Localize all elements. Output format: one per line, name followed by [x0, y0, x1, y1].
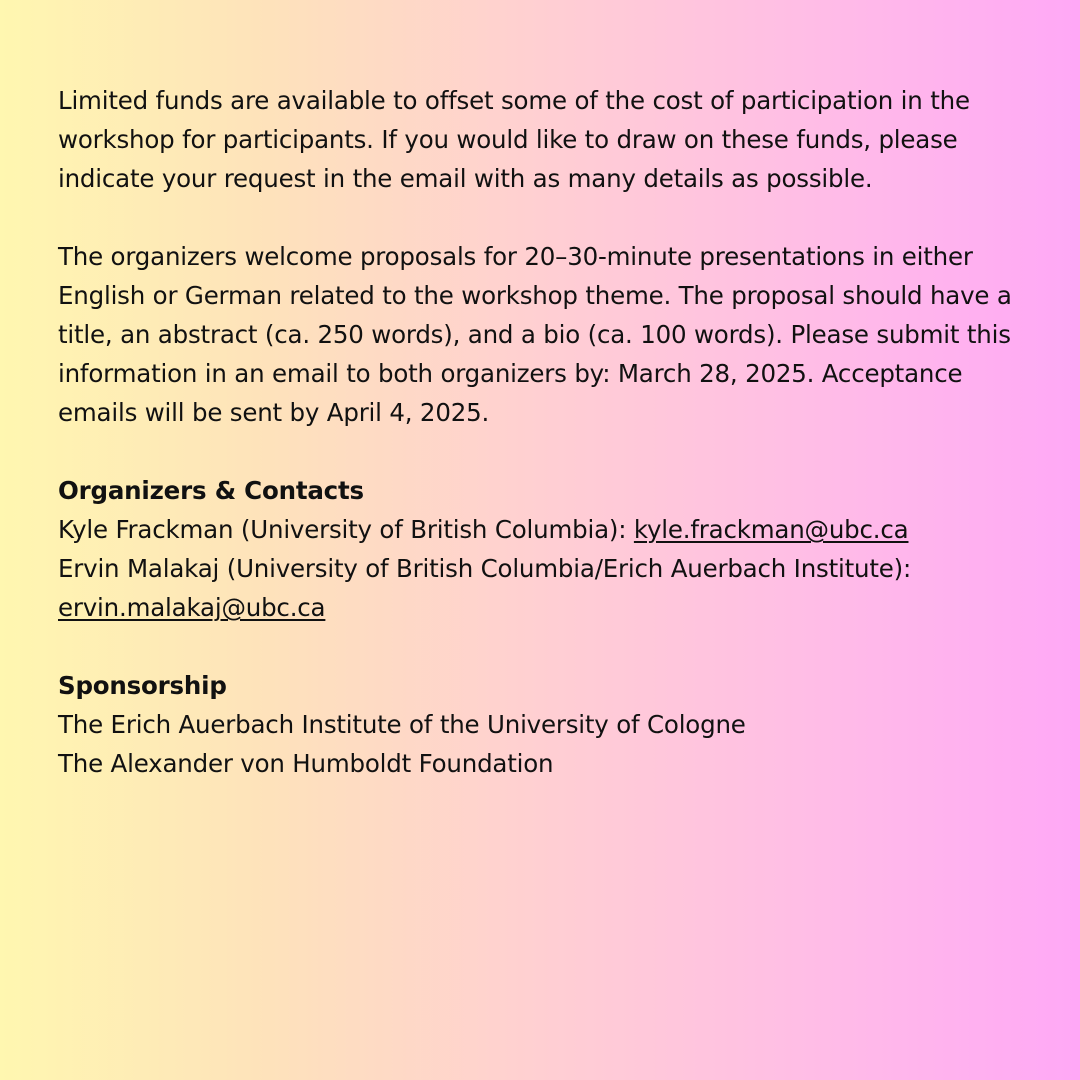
contact-kyle-frackman [58, 510, 1048, 549]
spacer [58, 627, 1048, 666]
organizers-section [58, 471, 1048, 627]
proposals-paragraph: The organizers welcome proposals for 20–30-minute presentations in either English or German related to the workshop theme. The proposal should have a title, an abstract (ca. 250 words), and a bio (ca. 100 words). Please submit this information in an email to both organizers by: March 28, 2025. Acceptance emails will be sent by April 4, 2025. [58, 242, 1012, 427]
announcement-content [58, 81, 1048, 783]
sponsorship-heading: Sponsorship [58, 671, 227, 700]
spacer [58, 432, 1048, 471]
spacer [58, 198, 1048, 237]
sponsor-item: The Erich Auerbach Institute of the University of Cologne [58, 710, 746, 739]
organizers-heading: Organizers & Contacts [58, 476, 364, 505]
email-link-ervin-malakaj[interactable]: ervin.malakaj@ubc.ca [58, 593, 326, 622]
funding-paragraph: Limited funds are available to offset some of the cost of participation in the workshop for participants. If you would like to draw on these funds, please indicate your request in the email with as many details as possible. [58, 86, 970, 193]
sponsorship-section [58, 666, 1048, 783]
contact-ervin-malakaj-label: Ervin Malakaj (University of British Columbia/Erich Auerbach Institute): [58, 554, 912, 583]
contact-ervin-malakaj-email-line [58, 588, 1048, 627]
email-link-kyle-frackman[interactable]: kyle.frackman@ubc.ca [633, 515, 909, 544]
contact-label: Kyle Frackman (University of British Columbia): [58, 515, 634, 544]
sponsor-item: The Alexander von Humboldt Foundation [58, 749, 554, 778]
